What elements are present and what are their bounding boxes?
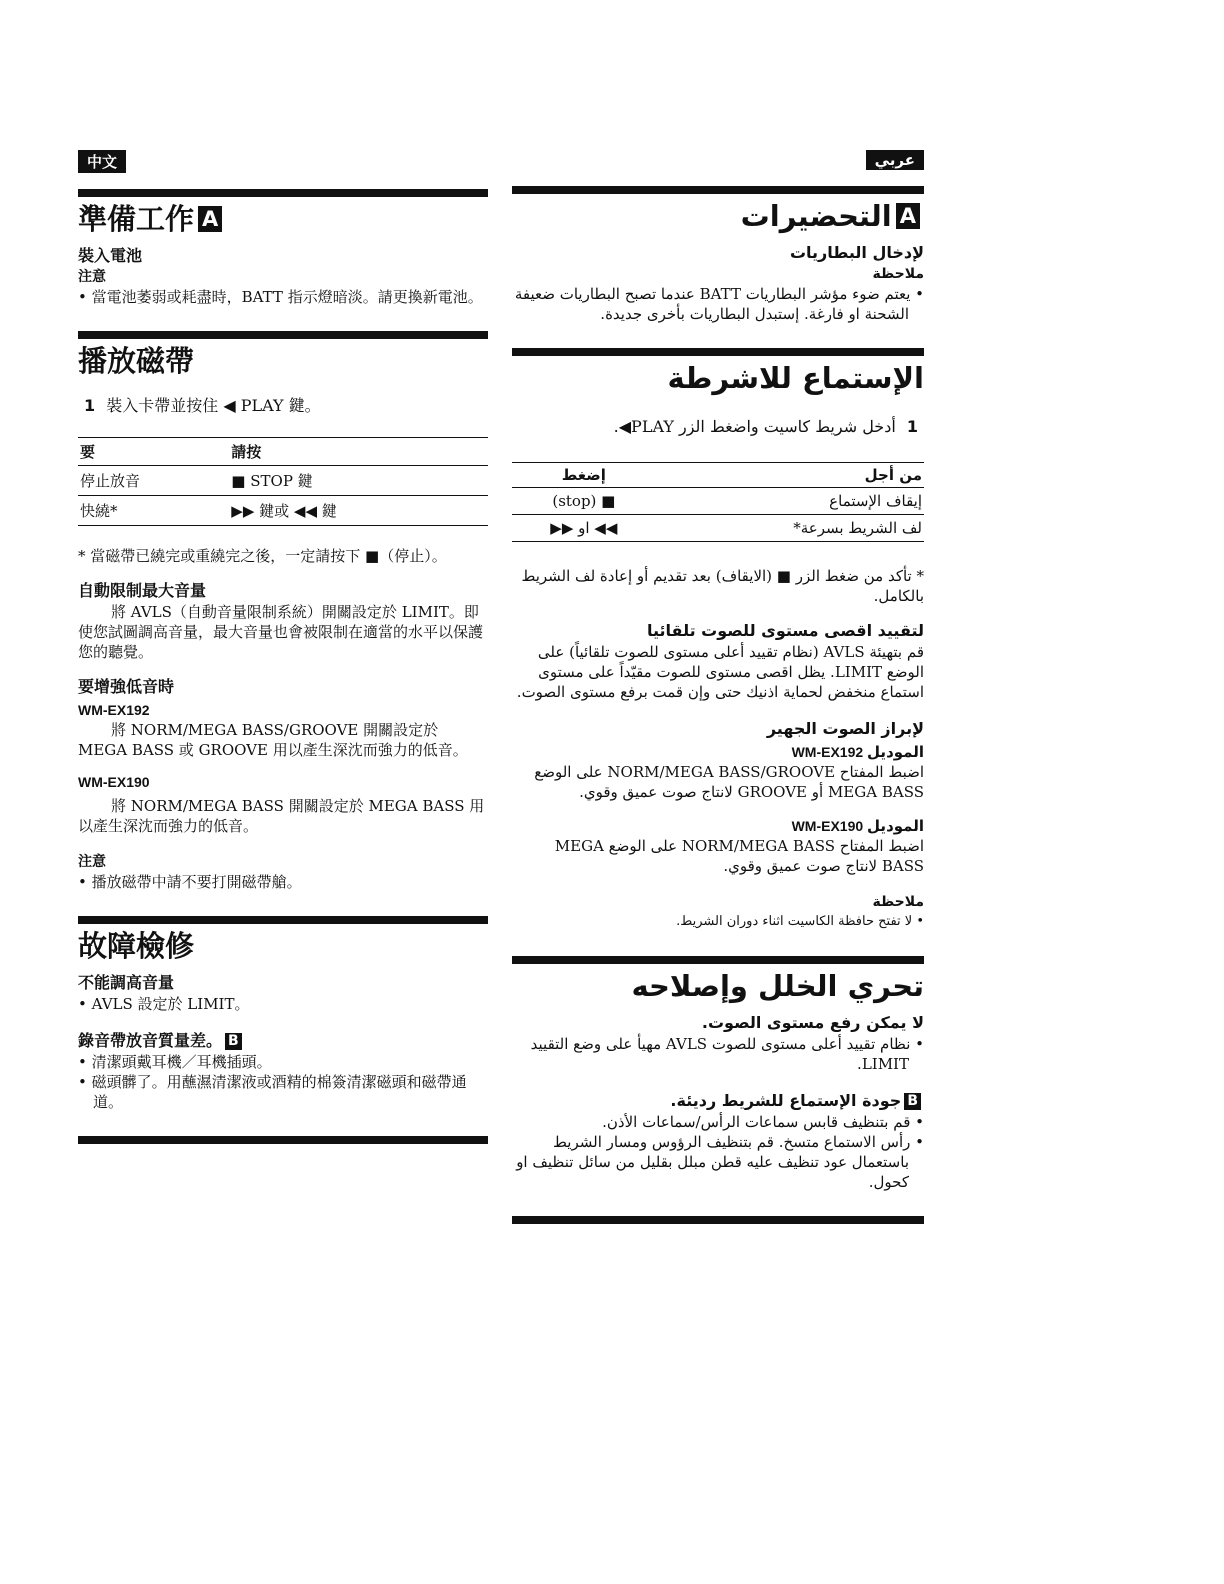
figure-label-a: A: [198, 206, 222, 232]
playback-step-1: [78, 395, 488, 417]
section-title-playback: 播放磁帶: [78, 344, 195, 378]
bass-heading: 要增強低音時: [78, 677, 175, 696]
table-cell: إيقاف الإستماع: [656, 488, 924, 515]
model-name: WM-EX190: [791, 818, 864, 834]
section-rule: [512, 348, 924, 356]
model-line-2: [512, 816, 924, 836]
model1-text: اضبط المفتاح NORM/MEGA BASS/GROOVE على الوضع MEGA BASS أو GROOVE لانتاج صوت عميق وقوي.: [534, 763, 924, 801]
language-tag-arabic: عربي: [866, 150, 924, 170]
table-cell: ▶▶ 鍵或 ◀◀ 鍵: [229, 496, 488, 526]
table-cell: ■ STOP 鍵: [229, 466, 488, 496]
table-header: 要: [78, 438, 229, 466]
table-row: [78, 496, 488, 526]
trouble-quality-item: • 清潔頭戴耳機／耳機插頭。: [78, 1053, 272, 1071]
chinese-column: [78, 150, 488, 1144]
section-title-text: التحضيرات: [740, 199, 892, 233]
table-row: [78, 466, 488, 496]
section-rule: [512, 1216, 924, 1224]
playback-step-1: [512, 416, 924, 438]
note-label: 注意: [78, 854, 106, 870]
language-tag-chinese: 中文: [78, 150, 126, 173]
table-header: 請按: [229, 438, 488, 466]
figure-label-b: B: [904, 1093, 921, 1110]
step-text: 裝入卡帶並按住 ◀ PLAY 鍵。: [106, 396, 321, 415]
table-row: [512, 488, 924, 515]
step-number: 1: [906, 417, 918, 436]
table-cell: 停止放音: [78, 466, 229, 496]
model1-text: 將 NORM/MEGA BASS/GROOVE 開關設定於 MEGA BASS 或 GROOVE 用以產生深沈而強力的低音。: [78, 721, 468, 759]
trouble-heading-text: 錄音帶放音質量差。: [78, 1031, 223, 1050]
step-number: 1: [84, 396, 96, 415]
operations-table: [512, 462, 924, 542]
section-title-text: 準備工作: [78, 202, 195, 236]
figure-label-b: B: [225, 1033, 242, 1050]
trouble-volume-item: • نظام تقييد أعلى مستوى للصوت AVLS مهيأ على وضع التقييد LIMIT.: [530, 1035, 924, 1073]
model2-text: 將 NORM/MEGA BASS 開關設定於 MEGA BASS 用以產生深沈而強力的低音。: [78, 797, 485, 835]
battery-heading: لإدخال البطاريات: [789, 243, 924, 262]
section-rule: [78, 189, 488, 197]
model-line-1: [512, 742, 924, 762]
avls-heading: لتقييد اقصى مستوى للصوت تلقائيا: [647, 621, 924, 640]
table-header: من أجل: [656, 463, 924, 488]
arabic-column: [512, 150, 924, 1224]
model2-text: اضبط المفتاح NORM/MEGA BASS على الوضع MEGA BASS لانتاج صوت عميق وقوي.: [554, 837, 924, 875]
table-cell: ■ (stop): [512, 488, 656, 515]
bass-heading: لإبراز الصوت الجهير: [766, 719, 924, 738]
trouble-volume-item: • AVLS 設定於 LIMIT。: [78, 995, 250, 1013]
trouble-heading-quality: [78, 1030, 488, 1052]
note-label: ملاحظة: [872, 894, 924, 910]
battery-heading: 裝入電池: [78, 246, 143, 265]
table-cell: 快繞*: [78, 496, 229, 526]
trouble-quality-item: • قم بتنظيف قابس سماعات الرأس/سماعات الأذن.: [602, 1113, 924, 1131]
table-row: [512, 515, 924, 542]
trouble-heading-quality: [512, 1090, 924, 1112]
trouble-heading-volume: 不能調高音量: [78, 973, 175, 992]
battery-note: • يعتم ضوء مؤشر البطاريات BATT عندما تصبح البطاريات ضعيفة الشحنة او فارغة. إستبدل البطاريات بأخرى جديدة.: [514, 285, 924, 323]
trouble-quality-item: • 磁頭髒了。用蘸濕清潔液或酒精的棉簽清潔磁頭和磁帶通道。: [78, 1073, 467, 1111]
trouble-heading-text: جودة الإستماع للشريط رديئة.: [670, 1091, 902, 1110]
section-rule: [512, 956, 924, 964]
model-name: WM-EX192: [78, 702, 150, 718]
trouble-heading-volume: لا يمكن رفع مستوى الصوت.: [701, 1013, 924, 1032]
avls-heading: 自動限制最大音量: [78, 581, 207, 600]
section-title-playback: الإستماع للاشرطة: [667, 361, 924, 395]
model-name: WM-EX190: [78, 774, 150, 790]
table-cell: ◀◀ او ▶▶: [512, 515, 656, 542]
step-text: أدخل شريط كاسيت واضغط الزر PLAY◀.: [613, 417, 896, 436]
section-rule: [78, 1136, 488, 1144]
battery-note: • 當電池萎弱或耗盡時，BATT 指示燈暗淡。請更換新電池。: [78, 288, 483, 306]
note-label: 注意: [78, 269, 106, 285]
table-header-row: [78, 438, 488, 466]
section-title-preparation: [78, 201, 488, 237]
table-footnote: * 當磁帶已繞完或重繞完之後，一定請按下 ■（停止）。: [78, 547, 447, 565]
section-rule: [78, 916, 488, 924]
playback-note: • لا تفتح حافظة الكاسيت اثناء دوران الشريط.: [676, 914, 924, 929]
table-footnote: * تأكد من ضغط الزر ■ (الايقاف) بعد تقديم أو إعادة لف الشريط بالكامل.: [521, 567, 924, 605]
model-label: الموديل: [867, 743, 924, 761]
section-rule: [78, 331, 488, 339]
table-cell: لف الشريط بسرعة*: [656, 515, 924, 542]
avls-text: 將 AVLS（自動音量限制系統）開關設定於 LIMIT。即使您試圖調高音量，最大音量也會被限制在適當的水平以保護您的聽覺。: [78, 603, 484, 661]
playback-note: • 播放磁帶中請不要打開磁帶艙。: [78, 873, 302, 891]
note-label: ملاحظة: [872, 266, 924, 282]
trouble-quality-item: • رأس الاستماع متسخ. قم بتنظيف الرؤوس ومسار الشريط باستعمال عود تنظيف عليه قطن مبلل بقليل من سائل تنظيف او كحول.: [516, 1133, 924, 1191]
section-title-troubleshooting: 故障檢修: [78, 929, 195, 963]
operations-table: [78, 437, 488, 526]
section-title-preparation: [512, 198, 924, 234]
section-title-troubleshooting: تحري الخلل وإصلاحه: [631, 969, 924, 1003]
avls-text: قم بتهيئة AVLS (نظام تقييد أعلى مستوى للصوت تلقائياً) على الوضع LIMIT. يظل اقصى مستوى للصوت مقيّداً على مستوى استماع منخفض لحماية اذنيك حتى وإن قمت برفع مستوى الصوت.: [516, 643, 924, 701]
figure-label-a: A: [896, 203, 920, 229]
table-header: إضغط: [512, 463, 656, 488]
model-label: الموديل: [867, 817, 924, 835]
model-name: WM-EX192: [791, 744, 864, 760]
table-header-row: [512, 463, 924, 488]
section-rule: [512, 186, 924, 194]
